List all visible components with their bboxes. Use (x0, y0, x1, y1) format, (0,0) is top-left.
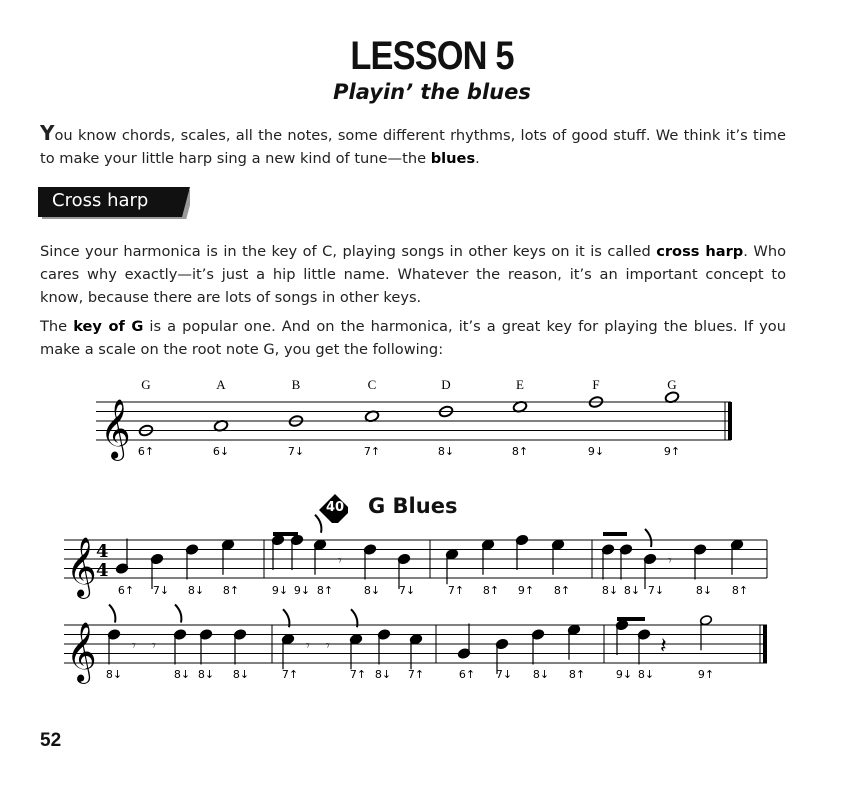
beam (273, 532, 298, 536)
note-name-label: G (667, 377, 677, 392)
tab-label: 8↓ (363, 584, 381, 597)
tab-label: 9↓ (587, 445, 605, 458)
tab-label: 7↑ (407, 668, 425, 681)
tab-label: 7↑ (363, 445, 381, 458)
lesson-subtitle: Playin’ the blues (333, 80, 531, 104)
tab-label: 7↓ (495, 668, 513, 681)
track-number: 40 (325, 500, 345, 515)
tab-label: 8↑ (568, 668, 586, 681)
tab-label: 9↓ (615, 668, 633, 681)
time-signature-top: 4 (96, 541, 109, 562)
tab-label: 8↓ (532, 668, 550, 681)
tab-label: 6↑ (458, 668, 476, 681)
final-barline (763, 625, 767, 663)
tab-label: 7↑ (349, 668, 367, 681)
beam (617, 617, 645, 621)
tab-label: 8↓ (105, 668, 123, 681)
tab-label: 7↓ (398, 584, 416, 597)
tab-label: 7↑ (281, 668, 299, 681)
eighth-rest-icon: 𝄾 (326, 638, 330, 654)
tab-label: 9↑ (697, 668, 715, 681)
para1-bold: cross harp (656, 243, 744, 260)
treble-clef-icon: 𝄞 (100, 399, 131, 459)
tab-label: 9↓ (293, 584, 311, 597)
note-name-label: A (216, 377, 226, 392)
tab-label: 8↑ (222, 584, 240, 597)
note-name-label: E (516, 377, 524, 392)
treble-clef-icon: 𝄞 (66, 622, 97, 682)
eighth-rest-icon: 𝄾 (306, 638, 310, 654)
tab-label: 8↑ (511, 445, 529, 458)
note-flag (315, 515, 321, 533)
eighth-rest-icon: 𝄾 (132, 638, 136, 654)
eighth-rest-icon: 𝄾 (338, 553, 342, 569)
tab-label: 8↓ (197, 668, 215, 681)
note-name-label: C (367, 377, 377, 392)
tab-label: 8↓ (623, 584, 641, 597)
note-flag (645, 529, 651, 547)
tab-label: 9↓ (271, 584, 289, 597)
tab-label: 6↑ (117, 584, 135, 597)
note-name-label: B (291, 377, 301, 392)
treble-clef-icon: 𝄞 (66, 537, 97, 597)
beam (603, 532, 627, 536)
para1-text-end: . Who cares why exactly—it’s just a hip little name. Whatever the reason, it’s an important concept to know, because there are lots of songs in other keys. (40, 243, 786, 306)
tab-label: 8↓ (437, 445, 455, 458)
tab-label: 6↑ (137, 445, 155, 458)
eighth-rest-icon: 𝄾 (152, 638, 156, 654)
tab-label: 8↓ (173, 668, 191, 681)
tab-label: 8↑ (316, 584, 334, 597)
tab-label: 8↓ (187, 584, 205, 597)
tab-label: 8↓ (637, 668, 655, 681)
note-name-label: D (441, 377, 451, 392)
tab-label: 9↑ (517, 584, 535, 597)
tab-label: 8↓ (601, 584, 619, 597)
para2-text-start: The (40, 318, 74, 335)
para2-bold: key of G (73, 318, 144, 335)
intro-text: ou know chords, scales, all the notes, some different rhythms, lots of good stuff. We think it’s time to make your little harp sing a new kind of tune—the (40, 127, 786, 167)
section-heading: Cross harp (52, 190, 149, 211)
para2-text-end: is a popular one. And on the harmonica, it’s a great key for playing the blues. If you make a scale on the root note G, you get the following: (40, 318, 786, 358)
tab-label: 6↓ (212, 445, 230, 458)
eighth-rest-icon: 𝄾 (668, 553, 672, 569)
note-flag (175, 605, 181, 623)
tab-label: 7↓ (287, 445, 305, 458)
tab-label: 8↓ (374, 668, 392, 681)
intro-bold: blues (430, 150, 476, 167)
drop-cap: Y (40, 121, 55, 145)
tab-label: 8↑ (553, 584, 571, 597)
note-name-label: F (592, 377, 600, 392)
tab-label: 7↓ (647, 584, 665, 597)
intro-text-end: . (475, 150, 480, 167)
note-name-label: G (141, 377, 151, 392)
tab-label: 8↓ (695, 584, 713, 597)
tab-label: 7↓ (152, 584, 170, 597)
time-signature-bottom: 4 (96, 560, 109, 581)
page-number: 52 (40, 730, 62, 751)
example-title: G Blues (368, 494, 458, 518)
para1-text: Since your harmonica is in the key of C, playing songs in other keys on it is called (40, 243, 657, 260)
tab-label: 8↓ (232, 668, 250, 681)
tab-label: 8↑ (482, 584, 500, 597)
lesson-title: LESSON 5 (350, 34, 514, 78)
quarter-rest-icon: 𝄽 (660, 634, 667, 659)
note-flag (109, 605, 115, 623)
tab-label: 9↑ (663, 445, 681, 458)
tab-label: 8↑ (731, 584, 749, 597)
tab-label: 7↑ (447, 584, 465, 597)
